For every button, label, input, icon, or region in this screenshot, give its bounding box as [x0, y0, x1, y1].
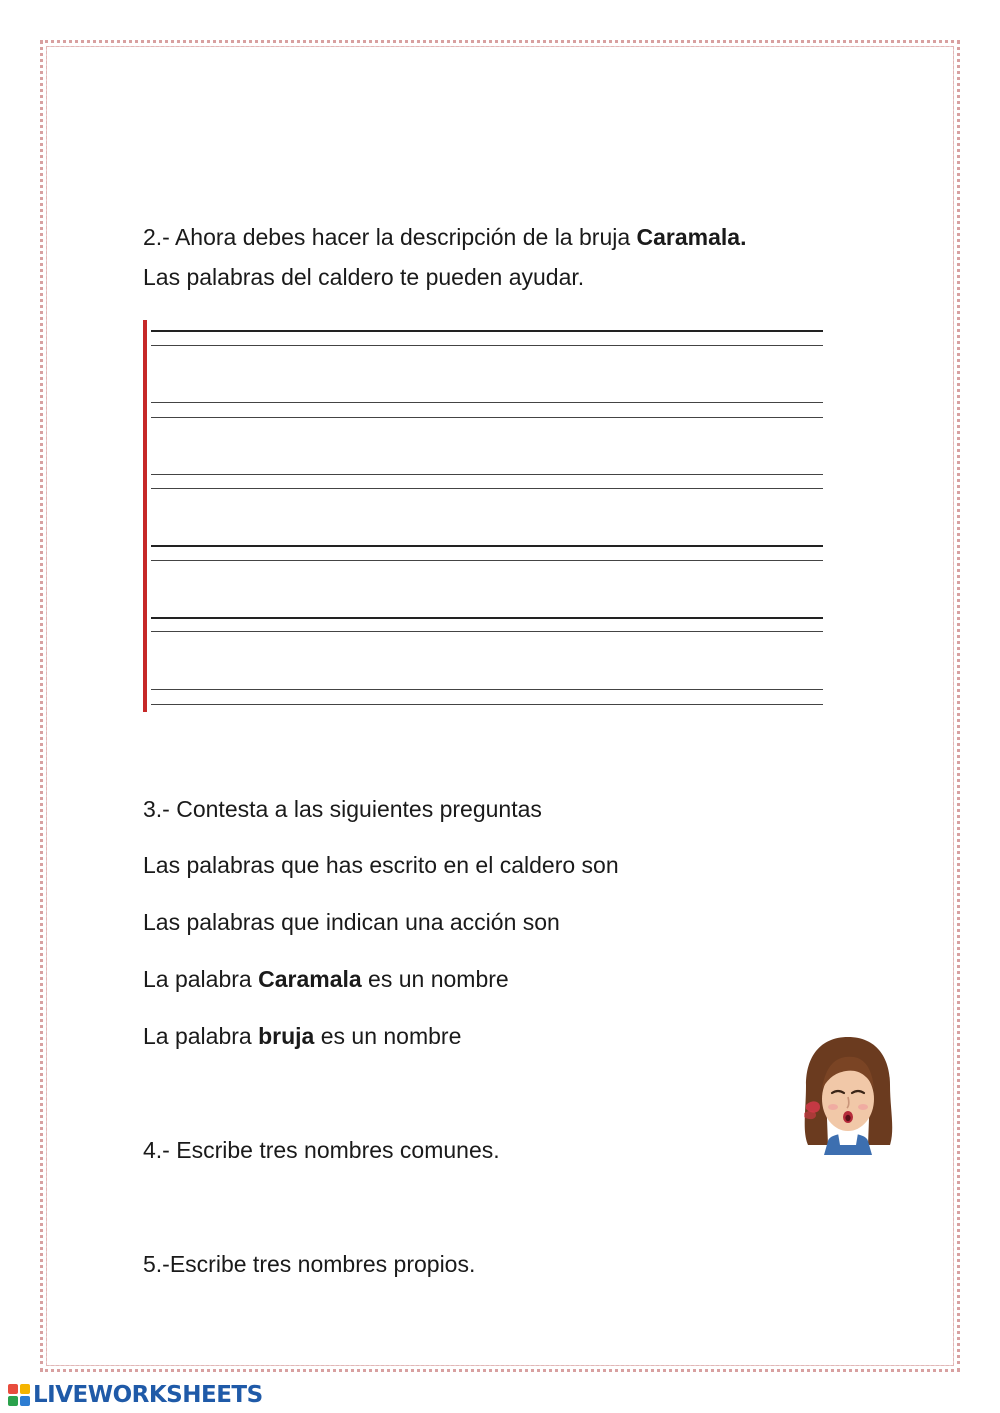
question-4-prefix: La palabra: [143, 1023, 259, 1049]
exercise-2-instruction: [143, 222, 747, 252]
writing-area[interactable]: [143, 320, 823, 712]
liveworksheets-logo-icon: [8, 1384, 30, 1406]
exercise-3-title: 3.- Contesta a las siguientes preguntas: [143, 796, 542, 822]
question-3-prefix: La palabra: [143, 966, 259, 992]
writing-line: [151, 631, 823, 632]
writing-line: [151, 488, 823, 489]
exercise-3-question-3: [143, 964, 509, 994]
exercise-4-title: 4.- Escribe tres nombres comunes.: [143, 1137, 500, 1163]
exercise-2-text: 2.- Ahora debes hacer la descripción de la bruja: [143, 224, 637, 250]
question-3-suffix: es un nombre: [361, 966, 509, 992]
question-4-bold-word: bruja: [258, 1023, 315, 1049]
exercise-3-question-4: [143, 1021, 461, 1051]
writing-line: [151, 704, 823, 705]
witch-name-bold: Caramala.: [636, 224, 747, 250]
exercise-5-title: 5.-Escribe tres nombres propios.: [143, 1251, 476, 1277]
exercise-3-question-1: Las palabras que has escrito en el caldero son: [143, 852, 619, 878]
margin-line: [143, 320, 147, 712]
question-3-bold-word: Caramala: [258, 966, 362, 992]
writing-line: [151, 560, 823, 561]
exercise-2-hint: Las palabras del caldero te pueden ayudar.: [143, 264, 585, 290]
writing-line: [151, 545, 823, 547]
exercise-3-question-2: Las palabras que indican una acción son: [143, 909, 560, 935]
writing-line: [151, 417, 823, 418]
brand-footer[interactable]: [8, 1381, 263, 1409]
writing-line: [151, 689, 823, 690]
writing-line: [151, 330, 823, 332]
brand-name: LIVEWORKSHEETS: [33, 1382, 263, 1408]
writing-line: [151, 474, 823, 475]
teacher-avatar: [798, 1033, 898, 1155]
question-4-suffix: es un nombre: [314, 1023, 462, 1049]
writing-line: [151, 345, 823, 346]
writing-line: [151, 617, 823, 619]
writing-line: [151, 402, 823, 403]
